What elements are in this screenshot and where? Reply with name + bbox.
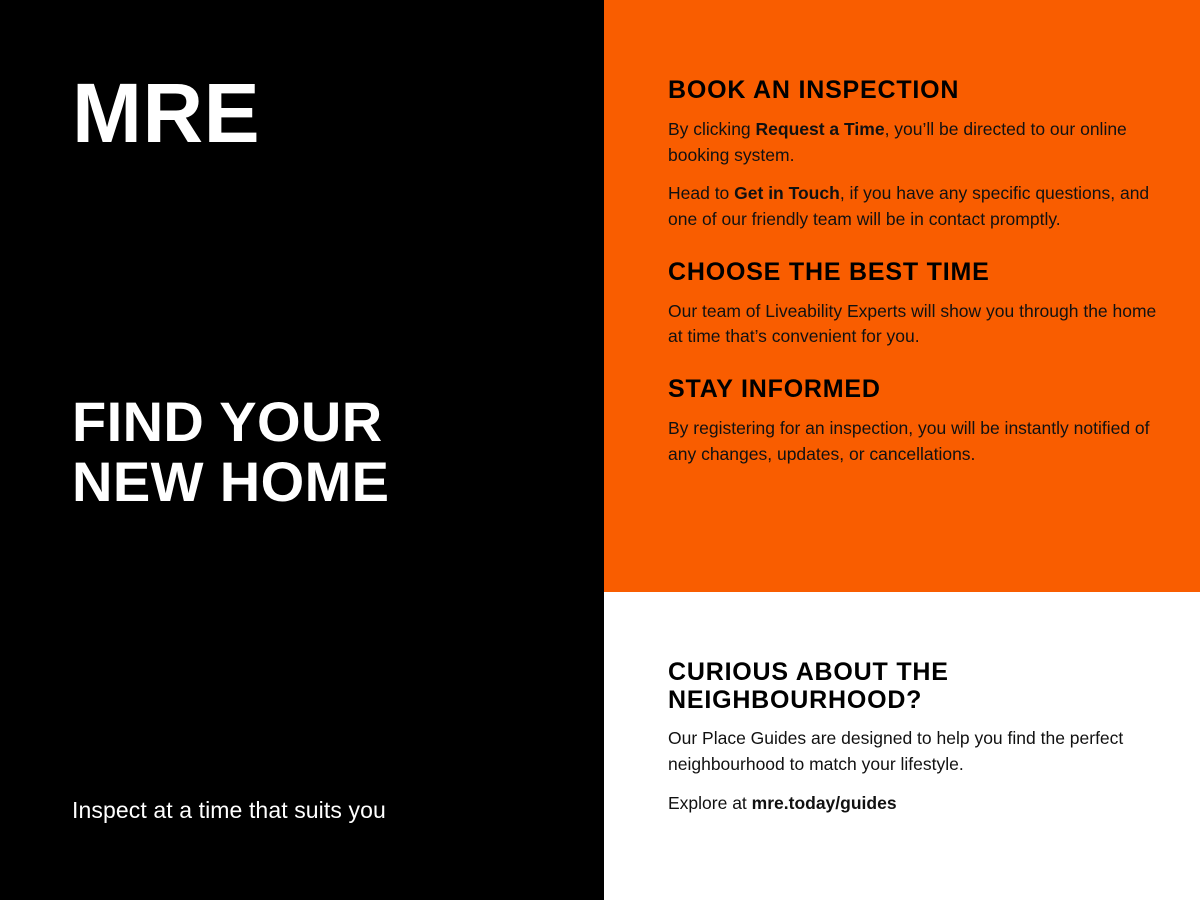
orange-info-panel [604,0,1200,592]
section-paragraph [668,117,1170,169]
section-book-an-inspection [668,76,1170,233]
headline-line-2: NEW HOME [72,449,390,513]
right-column [604,0,1200,900]
neighbourhood-title-line-1: CURIOUS ABOUT THE [668,658,949,686]
section-choose-the-best-time [668,258,1170,351]
paragraph-part: , you’ll be directed to our online booking system. [668,119,1127,165]
white-info-panel [604,592,1200,900]
explore-line [668,791,1170,817]
paragraph-part: , if you have any specific questions, and one of our friendly team will be in contact promptly. [668,182,1150,229]
section-paragraph [668,181,1170,233]
explore-link[interactable]: mre.today/guides [751,792,897,813]
page-title [72,392,389,512]
section-title: CHOOSE THE BEST TIME [668,257,990,286]
headline-line-1: FIND YOUR [72,390,383,453]
paragraph-part: Head to [668,182,735,203]
paragraph-emphasis: Get in Touch [734,182,840,203]
explore-prefix: Explore at [668,792,752,813]
paragraph-emphasis: Request a Time [755,119,885,139]
neighbourhood-title [668,658,1170,714]
paragraph-part: By clicking [668,119,756,139]
section-paragraph [668,299,1170,351]
section-title: BOOK AN INSPECTION [668,76,960,104]
paragraph-part: By registering for an inspection, you will be instantly notified of any changes, updates, or cancellations. [668,418,1150,465]
neighbourhood-title-line-2: NEIGHBOURHOOD? [668,686,923,714]
section-paragraph [668,416,1170,468]
section-title: STAY INFORMED [668,375,881,404]
section-stay-informed [668,375,1170,468]
paragraph-part: Our team of Liveability Experts will show you through the home at time that’s convenient for you. [668,300,1157,347]
brand-logo: MRE [72,66,261,160]
tagline: Inspect at a time that suits you [72,797,386,823]
neighbourhood-paragraph: Our Place Guides are designed to help you find the perfect neighbourhood to match your lifestyle. [668,728,1124,774]
